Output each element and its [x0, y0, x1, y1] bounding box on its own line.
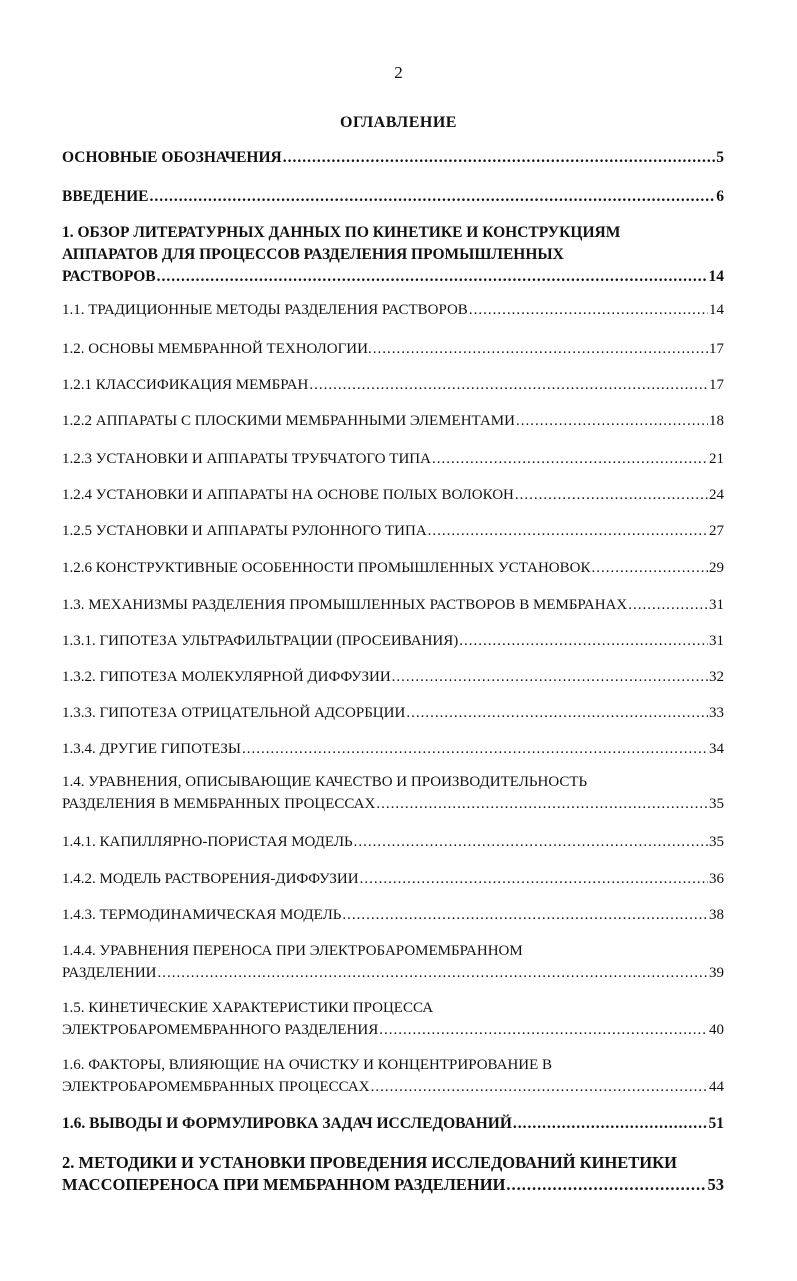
toc-page-number: 51	[708, 1115, 724, 1132]
toc-dot-leader	[516, 410, 708, 432]
toc-page-number: 6	[716, 188, 724, 205]
toc-dot-leader	[376, 793, 708, 815]
toc-entry	[62, 410, 724, 432]
toc-entry-title: ЭЛЕКТРОБАРОМЕМБРАННЫХ ПРОЦЕССАХ	[62, 1079, 370, 1095]
toc-entry-title: 1.3. МЕХАНИЗМЫ РАЗДЕЛЕНИЯ ПРОМЫШЛЕННЫХ РАСТВОРОВ В МЕМБРАНАХ	[62, 597, 628, 613]
page-title: ОГЛАВЛЕНИЕ	[340, 114, 457, 131]
toc-page-number: 31	[709, 633, 724, 649]
toc-entry	[62, 299, 724, 321]
toc-dot-leader	[342, 904, 708, 926]
toc-entry-title: 1. ОБЗОР ЛИТЕРАТУРНЫХ ДАННЫХ ПО КИНЕТИКЕ И КОНСТРУКЦИЯМ	[62, 224, 621, 241]
toc-dot-leader	[379, 1019, 708, 1041]
toc-entry-title: 1.3.1. ГИПОТЕЗА УЛЬТРАФИЛЬТРАЦИИ (ПРОСЕИВАНИЯ)	[62, 633, 459, 649]
toc-entry	[62, 557, 724, 579]
toc-dot-leader	[360, 868, 708, 890]
toc-entry-title: ЭЛЕКТРОБАРОМЕМБРАННОГО РАЗДЕЛЕНИЯ	[62, 1022, 379, 1038]
toc-dot-leader	[354, 831, 708, 853]
toc-entry-title: 1.1. ТРАДИЦИОННЫЕ МЕТОДЫ РАЗДЕЛЕНИЯ РАСТВОРОВ	[62, 302, 468, 318]
toc-entry-title: 1.4.2. МОДЕЛЬ РАСТВОРЕНИЯ-ДИФФУЗИИ	[62, 871, 359, 887]
toc-entry-title: 1.2.2 АППАРАТЫ С ПЛОСКИМИ МЕМБРАННЫМИ ЭЛЕМЕНТАМИ	[62, 413, 515, 429]
toc-dot-leader	[392, 666, 708, 688]
toc-page-number: 40	[709, 1022, 724, 1038]
toc-entry-title: 1.2.3 УСТАНОВКИ И АППАРАТЫ ТРУБЧАТОГО ТИПА	[62, 451, 431, 467]
toc-entry	[62, 630, 724, 652]
toc-entry	[62, 831, 724, 853]
toc-page-number: 35	[709, 796, 724, 812]
toc-entry-title: ОСНОВНЫЕ ОБОЗНАЧЕНИЯ	[62, 149, 282, 166]
toc-dot-leader	[515, 484, 708, 506]
toc-entry-title: 1.4. УРАВНЕНИЯ, ОПИСЫВАЮЩИЕ КАЧЕСТВО И ПРОИЗВОДИТЕЛЬНОСТЬ	[62, 774, 588, 790]
toc-entry-title: РАЗДЕЛЕНИЯ В МЕМБРАННЫХ ПРОЦЕССАХ	[62, 796, 376, 812]
toc-entry-title: 1.4.1. КАПИЛЛЯРНО-ПОРИСТАЯ МОДЕЛЬ	[62, 834, 353, 850]
toc-entry-title: 1.5. КИНЕТИЧЕСКИЕ ХАРАКТЕРИСТИКИ ПРОЦЕССА	[62, 1000, 434, 1016]
toc-page-number: 5	[716, 149, 724, 166]
toc-dot-leader	[432, 448, 708, 470]
toc-entry	[62, 666, 724, 688]
toc-page-number: 24	[709, 487, 724, 503]
toc-entry-title: 1.2. ОСНОВЫ МЕМБРАННОЙ ТЕХНОЛОГИИ.	[62, 341, 372, 357]
toc-entry	[62, 374, 724, 396]
toc-dot-leader	[157, 266, 708, 288]
toc-entry	[62, 594, 724, 616]
toc-entry	[62, 1152, 724, 1196]
toc-page-number: 53	[707, 1175, 724, 1194]
toc-entry	[62, 1054, 724, 1098]
toc-page-number: 39	[709, 965, 724, 981]
toc-dot-leader	[149, 186, 715, 208]
toc-dot-leader	[406, 702, 708, 724]
toc-entry	[62, 940, 724, 984]
toc-page-number: 34	[709, 741, 724, 757]
toc-entry	[62, 771, 724, 815]
toc-page-number: 21	[709, 451, 724, 467]
toc-entry	[62, 222, 724, 288]
toc-page-number: 38	[709, 907, 724, 923]
toc-page-number: 17	[709, 341, 724, 357]
toc-entry	[62, 868, 724, 890]
toc-dot-leader	[158, 962, 708, 984]
toc-entry	[62, 997, 724, 1041]
toc-entry-title: 2. МЕТОДИКИ И УСТАНОВКИ ПРОВЕДЕНИЯ ИССЛЕДОВАНИЙ КИНЕТИКИ	[62, 1153, 677, 1172]
toc-dot-leader	[371, 1076, 708, 1098]
toc-entry-title: РАСТВОРОВ	[62, 268, 156, 285]
toc-entry-title: 1.3.2. ГИПОТЕЗА МОЛЕКУЛЯРНОЙ ДИФФУЗИИ	[62, 669, 391, 685]
toc-page-number: 14	[709, 302, 724, 318]
toc-entry-title: 1.2.6 КОНСТРУКТИВНЫЕ ОСОБЕННОСТИ ПРОМЫШЛЕННЫХ УСТАНОВОК	[62, 560, 591, 576]
toc-entry	[62, 1113, 724, 1135]
toc-entry-title: 1.4.4. УРАВНЕНИЯ ПЕРЕНОСА ПРИ ЭЛЕКТРОБАРОМЕМБРАННОМ	[62, 943, 523, 959]
toc-page-number: 44	[709, 1079, 724, 1095]
toc-entry-title: 1.2.5 УСТАНОВКИ И АППАРАТЫ РУЛОННОГО ТИПА	[62, 523, 427, 539]
toc-entry-title: 1.2.4 УСТАНОВКИ И АППАРАТЫ НА ОСНОВЕ ПОЛЫХ ВОЛОКОН	[62, 487, 514, 503]
toc-entry	[62, 186, 724, 208]
toc-entry-title: ВВЕДЕНИЕ	[62, 188, 149, 205]
toc-page-number: 36	[709, 871, 724, 887]
toc-page-number: 32	[709, 669, 724, 685]
page-number: 2	[394, 63, 403, 82]
toc-dot-leader	[283, 147, 716, 169]
toc-entry-title: МАССОПЕРЕНОСА ПРИ МЕМБРАННОМ РАЗДЕЛЕНИИ	[62, 1175, 506, 1194]
toc-dot-leader	[513, 1113, 708, 1135]
toc-dot-leader	[628, 594, 708, 616]
toc-page-number: 29	[709, 560, 724, 576]
toc-entry	[62, 448, 724, 470]
toc-page-number: 14	[708, 268, 724, 285]
toc-entry-title: АППАРАТОВ ДЛЯ ПРОЦЕССОВ РАЗДЕЛЕНИЯ ПРОМЫШЛЕННЫХ	[62, 246, 564, 263]
toc-dot-leader	[591, 557, 708, 579]
toc-dot-leader	[309, 374, 708, 396]
toc-dot-leader	[506, 1174, 706, 1196]
toc-entry-title: 1.6. ФАКТОРЫ, ВЛИЯЮЩИЕ НА ОЧИСТКУ И КОНЦЕНТРИРОВАНИЕ В	[62, 1057, 553, 1073]
toc-entry-title: 1.3.3. ГИПОТЕЗА ОТРИЦАТЕЛЬНОЙ АДСОРБЦИИ	[62, 705, 406, 721]
toc-entry	[62, 702, 724, 724]
toc-page-number: 33	[709, 705, 724, 721]
toc-dot-leader	[428, 520, 708, 542]
toc-page-number: 31	[709, 597, 724, 613]
toc-dot-leader	[242, 738, 708, 760]
toc-entry	[62, 520, 724, 542]
toc-entry	[62, 904, 724, 926]
toc-entry-title: 1.3.4. ДРУГИЕ ГИПОТЕЗЫ	[62, 741, 242, 757]
toc-entry-title: 1.2.1 КЛАССИФИКАЦИЯ МЕМБРАН	[62, 377, 309, 393]
toc-dot-leader	[469, 299, 708, 321]
toc-entry	[62, 738, 724, 760]
toc-page-number: 18	[709, 413, 724, 429]
toc-entry	[62, 484, 724, 506]
toc-page-number: 17	[709, 377, 724, 393]
toc-page-number: 35	[709, 834, 724, 850]
toc-dot-leader	[373, 338, 708, 360]
toc-page-number: 27	[709, 523, 724, 539]
toc-entry-title: 1.4.3. ТЕРМОДИНАМИЧЕСКАЯ МОДЕЛЬ	[62, 907, 342, 923]
toc-dot-leader	[459, 630, 708, 652]
toc-entry	[62, 338, 724, 360]
toc-entry-title: 1.6. ВЫВОДЫ И ФОРМУЛИРОВКА ЗАДАЧ ИССЛЕДОВАНИЙ	[62, 1115, 512, 1132]
toc-entry-title: РАЗДЕЛЕНИИ	[62, 965, 157, 981]
toc-entry	[62, 147, 724, 169]
